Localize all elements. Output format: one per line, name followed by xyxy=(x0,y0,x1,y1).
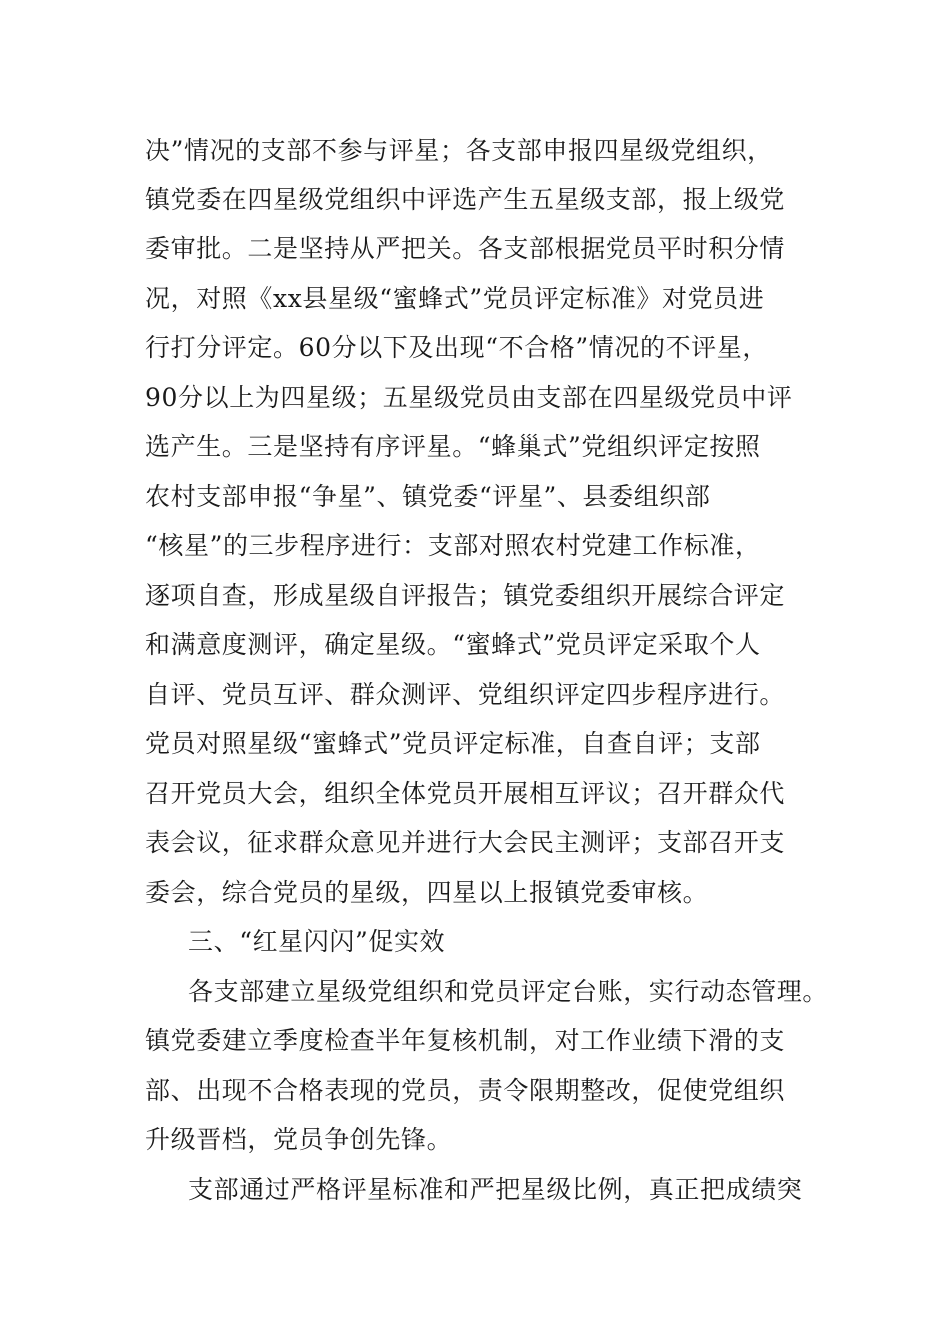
text-line: 决”情况的支部不参与评星；各支部申报四星级党组织， xyxy=(145,136,773,165)
section-heading: 三、“红星闪闪”促实效 xyxy=(188,927,446,956)
text-line: 和满意度测评，确定星级。“蜜蜂式”党员评定采取个人 xyxy=(145,630,761,659)
text-line: 表会议，征求群众意见并进行大会民主测评；支部召开支 xyxy=(145,828,786,857)
text-line: 部、出现不合格表现的党员，责令限期整改，促使党组织 xyxy=(145,1076,786,1105)
text-line: 委审批。二是坚持从严把关。各支部根据党员平时积分情 xyxy=(145,234,786,263)
text-line: 升级晋档，党员争创先锋。 xyxy=(145,1125,453,1154)
text-line: 况，对照《xx县星级“蜜蜂式”党员评定标准》对党员进 xyxy=(145,284,765,313)
text-line: 90分以上为四星级；五星级党员由支部在四星级党员中评 xyxy=(145,383,793,412)
text-line: 镇党委建立季度检查半年复核机制，对工作业绩下滑的支 xyxy=(145,1026,786,1055)
text-line: 镇党委在四星级党组织中评选产生五星级支部，报上级党 xyxy=(145,185,786,214)
text-line: 各支部建立星级党组织和党员评定台账，实行动态管理。 xyxy=(188,977,829,1006)
text-line: 选产生。三是坚持有序评星。“蜂巢式”党组织评定按照 xyxy=(145,432,761,461)
text-line: 农村支部申报“争星”、镇党委“评星”、县委组织部 xyxy=(145,482,711,511)
text-line: “核星”的三步程序进行：支部对照农村党建工作标准， xyxy=(145,531,761,560)
text-line: 召开党员大会，组织全体党员开展相互评议；召开群众代 xyxy=(145,779,786,808)
text-line: 支部通过严格评星标准和严把星级比例，真正把成绩突 xyxy=(188,1175,803,1204)
text-line: 自评、党员互评、群众测评、党组织评定四步程序进行。 xyxy=(145,680,786,709)
text-line: 党员对照星级“蜜蜂式”党员评定标准，自查自评；支部 xyxy=(145,729,761,758)
text-line: 委会，综合党员的星级，四星以上报镇党委审核。 xyxy=(145,878,709,907)
text-line: 逐项自查，形成星级自评报告；镇党委组织开展综合评定 xyxy=(145,581,786,610)
text-line: 行打分评定。60分以下及出现“不合格”情况的不评星， xyxy=(145,333,768,362)
